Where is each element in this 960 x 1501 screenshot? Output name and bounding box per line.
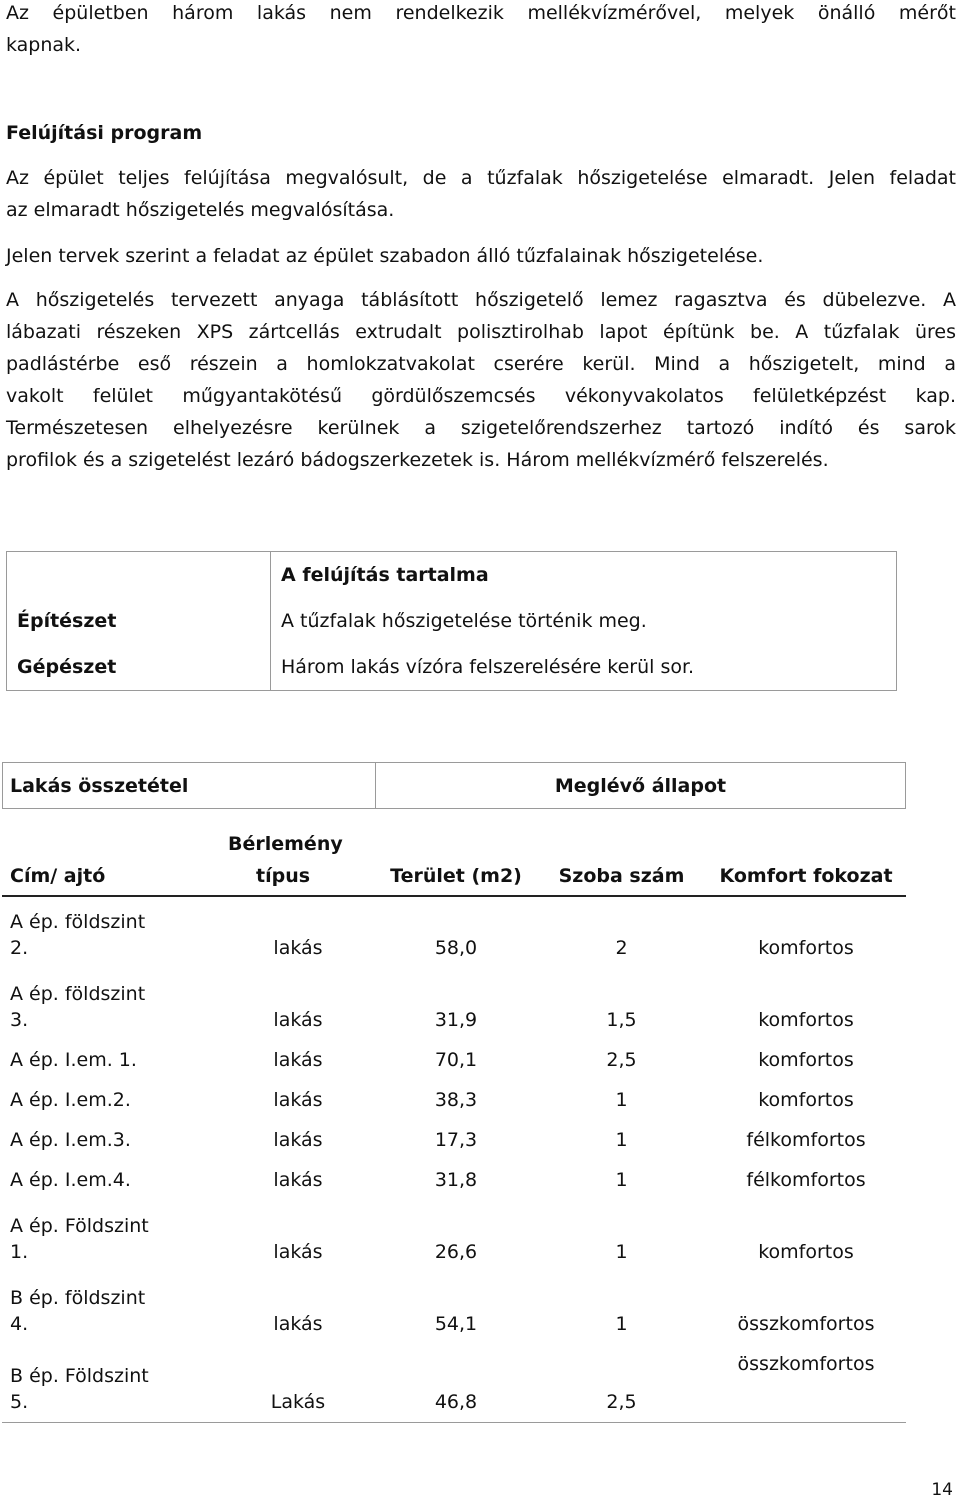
table-row <box>3 1345 906 1423</box>
cell-comfort: komfortos <box>758 1241 854 1263</box>
column-header-area: Terület (m2) <box>390 865 522 887</box>
cell-type: lakás <box>273 937 323 959</box>
cell-address: A ép. I.em. 1. <box>10 1049 137 1071</box>
table-row <box>3 1273 906 1345</box>
cell-type: lakás <box>273 1089 323 1111</box>
address-line: 5. <box>10 1391 29 1413</box>
cell-address <box>3 1345 221 1423</box>
address-line: B ép. földszint <box>10 1287 146 1309</box>
paragraph-line: Természetesen elhelyezésre kerülnek a szigetelőrendszerhez tartozó indító és sarok <box>6 417 956 439</box>
cell-rooms: 1 <box>615 1241 628 1263</box>
row-text: A tűzfalak hőszigetelése történik meg. <box>281 610 647 632</box>
table-row <box>3 1081 906 1121</box>
cell-rooms: 1 <box>615 1129 628 1151</box>
address-line: 3. <box>10 1009 29 1031</box>
renovation-row <box>7 552 897 691</box>
group-header-row <box>3 763 906 809</box>
intro-paragraph <box>6 0 956 61</box>
cell-type: lakás <box>273 1009 323 1031</box>
address-line: B ép. Földszint <box>10 1365 149 1387</box>
cell-rooms: 1 <box>615 1313 628 1335</box>
paragraph-line: A hőszigetelés tervezett anyaga táblásított hőszigetelő lemez ragasztva és dübelezve. A <box>6 289 956 311</box>
row-label: Építészet <box>17 610 117 632</box>
column-header-rooms: Szoba szám <box>558 865 685 887</box>
cell-comfort: összkomfortos <box>707 1345 906 1423</box>
column-header-comfort: Komfort fokozat <box>719 865 893 887</box>
table-row <box>3 1161 906 1201</box>
paragraph-line: vakolt felület műgyantakötésű gördülőszemcsés vékonyvakolatos felületképzést kap. <box>6 385 956 407</box>
address-line: 4. <box>10 1313 29 1335</box>
cell-area: 70,1 <box>434 1049 478 1071</box>
cell-area: 38,3 <box>434 1089 478 1111</box>
renovation-table-header: A felújítás tartalma <box>281 564 489 586</box>
cell-address <box>3 969 221 1041</box>
cell-address: A ép. I.em.2. <box>10 1089 131 1111</box>
column-header-address: Cím/ ajtó <box>10 865 106 887</box>
cell-type: lakás <box>273 1169 323 1191</box>
cell-type: lakás <box>273 1129 323 1151</box>
address-line: 1. <box>10 1241 29 1263</box>
cell-address: A ép. I.em.3. <box>10 1129 131 1151</box>
intro-line: Az épületben három lakás nem rendelkezik mellékvízmérővel, melyek önálló mérőt <box>6 2 956 24</box>
cell-comfort: komfortos <box>758 937 854 959</box>
cell-rooms: 2,5 <box>606 1049 637 1071</box>
table-row <box>3 1041 906 1081</box>
address-line: A ép. földszint <box>10 983 146 1005</box>
cell-address <box>3 1201 221 1273</box>
paragraph-line: az elmaradt hőszigetelés megvalósítása. <box>6 199 395 221</box>
cell-comfort: félkomfortos <box>746 1169 866 1191</box>
renovation-table <box>6 551 897 691</box>
cell-comfort: komfortos <box>758 1089 854 1111</box>
column-header-type-line: Bérlemény <box>228 833 343 855</box>
table-row <box>3 969 906 1041</box>
row-label: Gépészet <box>17 656 117 678</box>
cell-address: A ép. I.em.4. <box>10 1169 131 1191</box>
cell-area: 31,9 <box>434 1009 478 1031</box>
page-number: 14 <box>931 1480 953 1500</box>
cell-area: 54,1 <box>434 1313 478 1335</box>
column-header-type-line: típus <box>256 865 311 887</box>
table-row <box>3 1121 906 1161</box>
cell-area: 46,8 <box>376 1345 537 1423</box>
cell-area: 26,6 <box>434 1241 478 1263</box>
cell-address <box>3 896 221 969</box>
cell-type: lakás <box>273 1049 323 1071</box>
cell-type: lakás <box>273 1313 323 1335</box>
program-paragraph-1 <box>6 162 956 226</box>
cell-area: 17,3 <box>434 1129 478 1151</box>
column-header-row <box>3 809 906 897</box>
cell-rooms: 2 <box>615 937 628 959</box>
cell-rooms: 2,5 <box>537 1345 707 1423</box>
group-header-right: Meglévő állapot <box>376 763 906 809</box>
paragraph-line: profilok és a szigetelést lezáró bádogszerkezetek is. Három mellékvízmérő felszerelés. <box>6 449 829 471</box>
address-line: A ép. földszint <box>10 911 146 933</box>
section-heading: Felújítási program <box>6 122 203 144</box>
paragraph-line: Az épület teljes felújítása megvalósult, de a tűzfalak hőszigetelése elmaradt. Jelen feladat <box>6 167 956 189</box>
cell-area: 31,8 <box>434 1169 478 1191</box>
program-paragraph-2: Jelen tervek szerint a feladat az épület szabadon álló tűzfalainak hőszigetelése. <box>6 245 764 267</box>
apartments-table <box>2 762 906 1423</box>
renovation-labels-cell <box>7 552 271 691</box>
table-row <box>3 896 906 969</box>
cell-area: 58,0 <box>434 937 478 959</box>
cell-comfort: komfortos <box>758 1009 854 1031</box>
program-paragraph-3 <box>6 284 956 476</box>
intro-line: kapnak. <box>6 34 82 56</box>
address-line: 2. <box>10 937 29 959</box>
row-text: Három lakás vízóra felszerelésére kerül sor. <box>281 656 695 678</box>
cell-rooms: 1 <box>615 1089 628 1111</box>
table-row <box>3 1201 906 1273</box>
column-header-type <box>221 809 376 897</box>
cell-type: lakás <box>273 1241 323 1263</box>
cell-comfort: komfortos <box>758 1049 854 1071</box>
cell-comfort: félkomfortos <box>746 1129 866 1151</box>
cell-rooms: 1,5 <box>606 1009 637 1031</box>
paragraph-line: padlástérbe eső részein a homlokzatvakolat cserére kerül. Mind a hőszigetelt, mind a <box>6 353 956 375</box>
group-header-left: Lakás összetétel <box>3 763 376 809</box>
cell-type: Lakás <box>221 1345 376 1423</box>
cell-address <box>3 1273 221 1345</box>
renovation-content-cell <box>271 552 897 691</box>
cell-rooms: 1 <box>615 1169 628 1191</box>
paragraph-line: lábazati részeken XPS zártcellás extrudalt polisztirolhab lapot építünk be. A tűzfalak üres <box>6 321 956 343</box>
cell-comfort: összkomfortos <box>737 1313 875 1335</box>
address-line: A ép. Földszint <box>10 1215 149 1237</box>
